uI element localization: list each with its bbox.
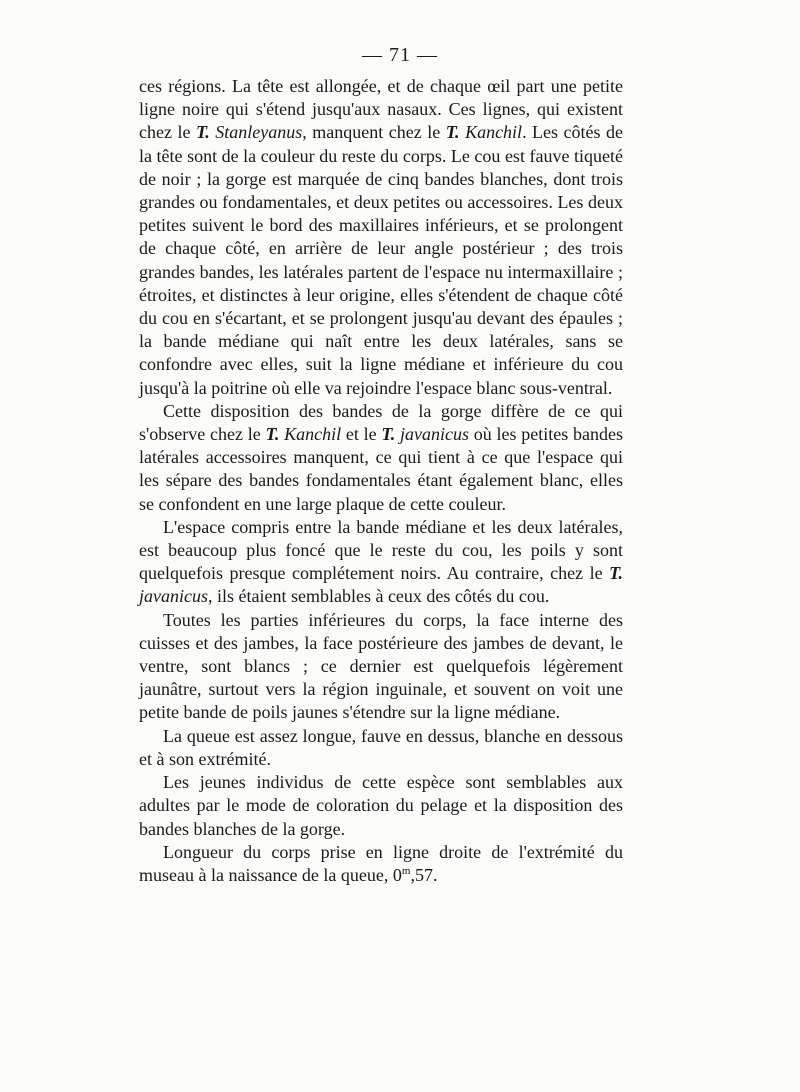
paragraph bbox=[139, 400, 623, 516]
genus-abbreviation: T. bbox=[609, 563, 623, 584]
paragraph bbox=[139, 771, 623, 841]
paragraph bbox=[139, 841, 623, 887]
paragraph bbox=[139, 75, 623, 400]
body-text bbox=[139, 75, 623, 887]
species-name: Stanleyanus bbox=[215, 122, 303, 143]
text-run: , manquent chez le bbox=[302, 122, 446, 143]
text-run: Longueur du corps prise en ligne droite de l'extrémité du museau à la naissance de la queue, 0 bbox=[139, 841, 623, 885]
genus-abbreviation: T. bbox=[381, 424, 396, 445]
species-name: javanicus bbox=[399, 424, 469, 445]
text-run: . Les côtés de la tête sont de la couleur du reste du corps. Le cou est fauve tiqueté de noir ; la gorge est marquée de cinq bandes blanches, dont trois grandes ou fondamentales, et deux petites ou accessoires. Les deux petites suivent le bord des maxillaires inférieurs, et se prolongent de chaque côté, en arrière de leur angle postérieur ; des trois grandes bandes, les latérales partent de l'espace nu intermaxillaire ; étroites, et distinctes à leur origine, elles s'étendent de chaque côté du cou en s'écartant, et se prolongent jusqu'au devant des épaules ; la bande médiane qui naît entre les deux latérales, sans se confondre avec elles, suit la ligne médiane et inférieure du cou jusqu'à la poitrine où elle va rejoindre l'espace blanc sous-ventral. bbox=[139, 122, 624, 398]
species-name: javanicus bbox=[139, 586, 208, 607]
paragraph bbox=[139, 516, 623, 609]
genus-abbreviation: T. bbox=[195, 122, 210, 143]
paragraph bbox=[139, 725, 623, 771]
genus-abbreviation: T. bbox=[265, 424, 280, 445]
species-name: Kanchil bbox=[284, 424, 342, 445]
text-run: et le bbox=[341, 424, 382, 445]
text-run: L'espace compris entre la bande médiane et les deux latérales, est beaucoup plus foncé que le reste du cou, les poils y sont quelquefois presque complétement noirs. Au contraire, chez le bbox=[139, 516, 623, 584]
species-name: Kanchil bbox=[465, 122, 523, 143]
paragraph bbox=[139, 609, 623, 725]
text-run: Cette disposition des bandes de la gorge diffère de ce qui s'observe chez le bbox=[139, 400, 623, 445]
text-run: Les jeunes individus de cette espèce sont semblables aux adultes par le mode de coloration du pelage et la disposition des bandes blanches de la gorge. bbox=[139, 772, 623, 839]
page-number: — 71 — bbox=[362, 44, 438, 66]
text-run: où les petites bandes latérales accessoires manquent, ce qui tient à ce que l'espace qui les sépare des bandes fondamentales étant également blanc, elles se confondent en une large plaque de cette couleur. bbox=[139, 424, 624, 514]
unit-superscript: m bbox=[401, 864, 411, 877]
text-run: ,57. bbox=[410, 864, 438, 885]
text-run: La queue est assez longue, fauve en dessus, blanche en dessous et à son extrémité. bbox=[139, 725, 623, 769]
text-run: ces régions. La tête est allongée, et de chaque œil part une petite ligne noire qui s'étend jusqu'aux nasaux. Ces lignes, qui existent chez le bbox=[139, 76, 623, 143]
genus-abbreviation: T. bbox=[445, 122, 460, 143]
text-run: Toutes les parties inférieures du corps, la face interne des cuisses et des jambes, la face postérieure des jambes de devant, le ventre, sont blancs ; ce dernier est quelquefois légèrement jaunâtre, surtout vers la région inguinale, et souvent on voit une petite bande de poils jaunes s'étendre sur la ligne médiane. bbox=[139, 609, 623, 723]
text-run: , ils étaient semblables à ceux des côtés du cou. bbox=[208, 586, 550, 607]
